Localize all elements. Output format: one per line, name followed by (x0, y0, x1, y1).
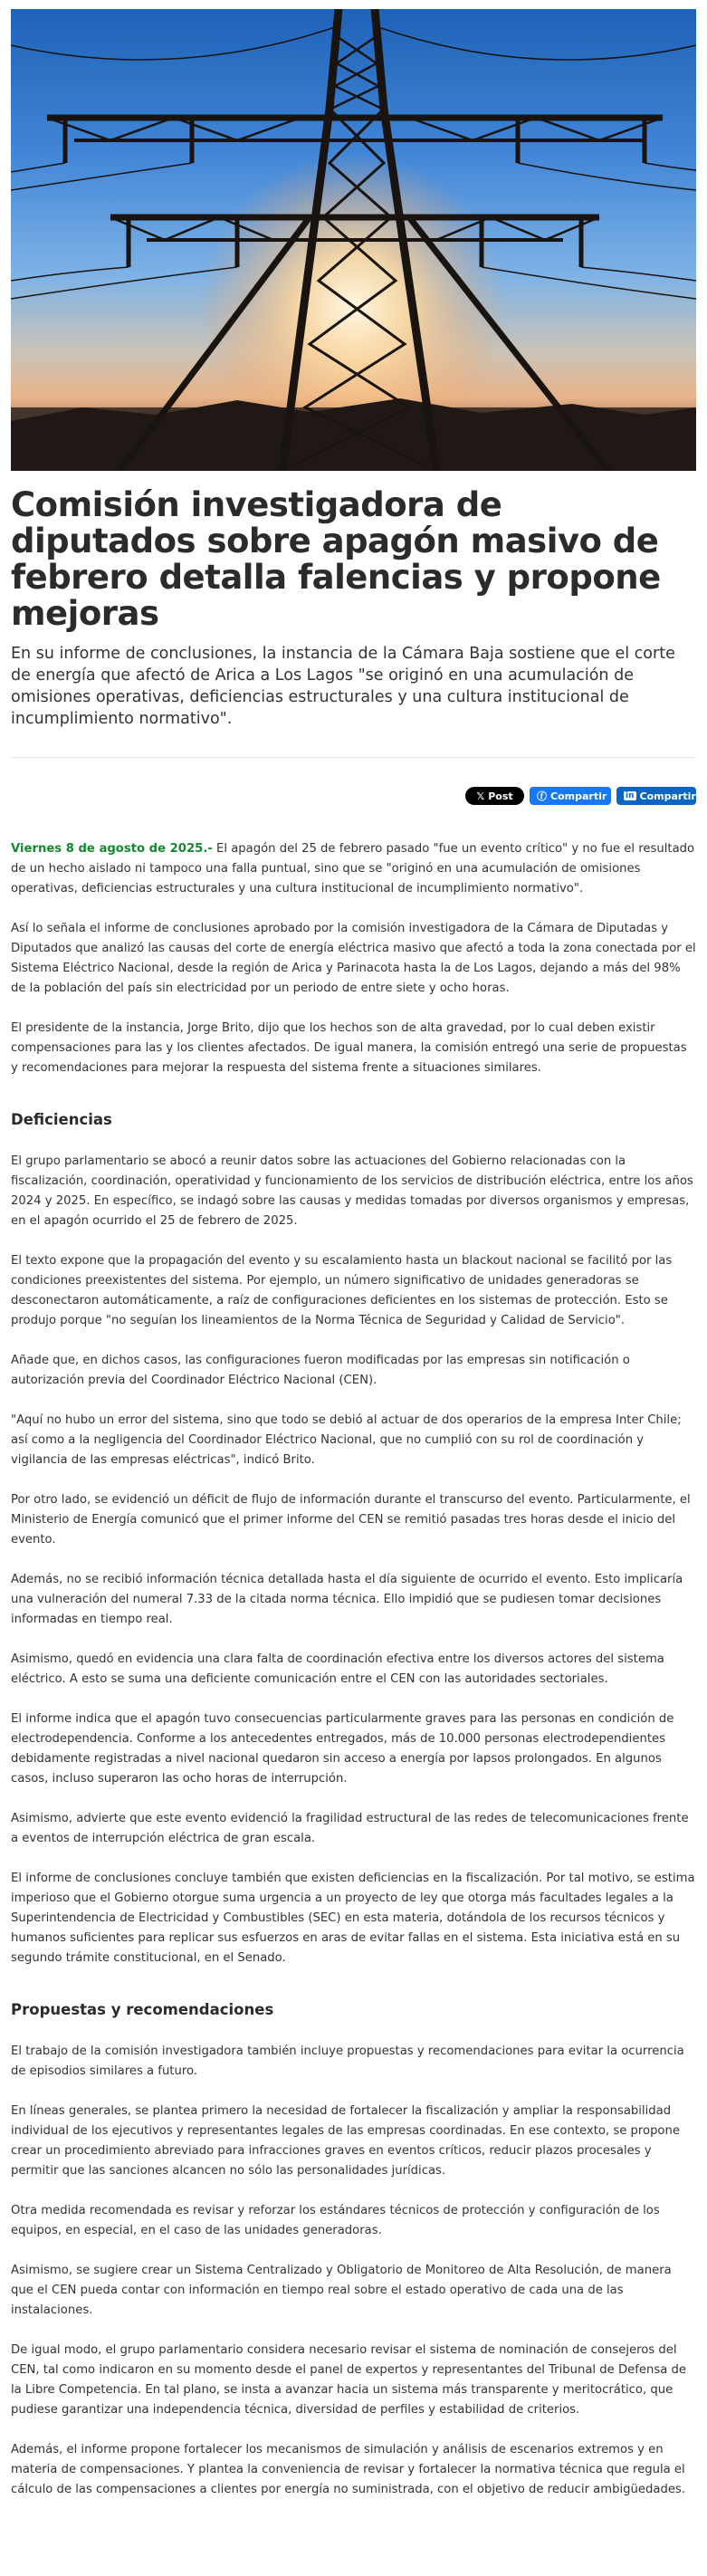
hero-image (11, 9, 696, 471)
article-paragraph: En líneas generales, se plantea primero la necesidad de fortalecer la fiscalización y ampliar la responsabilidad individual de los ejecutivos y representantes legales de las empresas coordinadas. En ese contexto, se propone crear un procedimiento abreviado para infracciones graves en eventos críticos, reducir plazos procesales y permitir que las sanciones alcancen no sólo las personalidades jurídicas. (11, 2104, 680, 2178)
article-paragraph: Asimismo, se sugiere crear un Sistema Centralizado y Obligatorio de Monitoreo de Alta Resolución, de manera que el CEN pueda contar con información en tiempo real sobre el estado operativo de cada una de las instalaciones. (11, 2264, 672, 2317)
article-paragraph: Por otro lado, se evidenció un déficit de flujo de información durante el transcurso del evento. Particularmente, el Ministerio de Energía comunicó que el primer informe del CEN se remitió pasadas tres horas desde el inicio del evento. (11, 1493, 691, 1547)
power-tower-illustration (11, 9, 696, 471)
article-title: Comisión investigadora de diputados sobre apagón masivo de febrero detalla falencias y propone mejoras (11, 485, 661, 633)
article-paragraph: El presidente de la instancia, Jorge Brito, dijo que los hechos son de alta gravedad, por lo cual deben existir compensaciones para las y los clientes afectados. De igual manera, la comisión entregó una serie de propuestas y recomendaciones para mejorar la respuesta del sistema frente a situaciones similares. (11, 1021, 687, 1075)
facebook-icon: ⓕ (537, 790, 547, 802)
share-linkedin-button[interactable] (616, 787, 696, 805)
article-paragraph: Además, el informe propone fortalecer los mecanismos de simulación y análisis de escenarios extremos y en materia de compensaciones. Y plantea la conveniencia de revisar y fortalecer la normativa técnica que regula el cálculo de las compensaciones a clientes por energía no suministrada, con el objetivo de reducir ambigüedades. (11, 2443, 685, 2496)
share-bar (11, 787, 696, 805)
linkedin-icon: in (626, 791, 635, 800)
article-paragraph: El grupo parlamentario se abocó a reunir datos sobre las actuaciones del Gobierno relacionadas con la fiscalización, coordinación, operatividad y funcionamiento de los servicios de distribución eléctrica, entre los años 2024 y 2025. En específico, se indagó sobre las causas y medidas tomadas por diversos organismos y empresas, en el apagón ocurrido el 25 de febrero de 2025. (11, 1154, 693, 1228)
article-intro: El apagón del 25 de febrero pasado "fue un evento crítico" y no fue el resultado de un hecho aislado ni tampoco una falla puntual, sino que se "originó en una acumulación de omisiones operativas, deficiencias estructurales y una cultura institucional de incumplimiento normativo". (11, 842, 695, 895)
article-paragraph: De igual modo, el grupo parlamentario considera necesario revisar el sistema de nominación de consejeros del CEN, tal como indicaron en su momento desde el panel de expertos y representantes del Tribunal de Defensa de la Libre Competencia. En tal plano, se insta a avanzar hacia un sistema más transparente y meritocrático, que pudiese garantizar una independencia técnica, diversidad de perfiles y estabilidad de criterios. (11, 2343, 686, 2417)
article-paragraph: El texto expone que la propagación del evento y su escalamiento hasta un blackout nacional se facilitó por las condiciones preexistentes del sistema. Por ejemplo, un número significativo de unidades generadoras se desconectaron automáticamente, a raíz de configuraciones deficientes en los sistemas de protección. Esto se produjo porque "no seguían los lineamientos de la Norma Técnica de Seguridad y Calidad de Servicio". (11, 1254, 673, 1327)
section-heading-propuestas: Propuestas y recomendaciones (11, 2001, 274, 2018)
article-paragraph: Añade que, en dichos casos, las configuraciones fueron modificadas por las empresas sin notificación o autorización previa del Coordinador Eléctrico Nacional (CEN). (11, 1354, 630, 1387)
article-paragraph: Otra medida recomendada es revisar y reforzar los estándares técnicos de protección y configuración de los equipos, en especial, en el caso de las unidades generadoras. (11, 2204, 660, 2237)
article-paragraph: Asimismo, advierte que este evento evidenció la fragilidad estructural de las redes de telecomunicaciones frente a eventos de interrupción eléctrica de gran escala. (11, 1812, 689, 1845)
article-paragraph: El trabajo de la comisión investigadora también incluye propuestas y recomendaciones para evitar la ocurrencia de episodios similares a futuro. (11, 2045, 684, 2078)
article-date: Viernes 8 de agosto de 2025.- (11, 842, 213, 856)
article-paragraph: El informe de conclusiones concluye también que existen deficiencias en la fiscalización. Por tal motivo, se estima imperioso que el Gobierno otorgue suma urgencia a un proyecto de ley que otorga más facultades legales a la Superintendencia de Electricidad y Combustibles (SEC) en esta materia, dotándola de los recursos técnicos y humanos suficientes para replicar sus esfuerzos en aras de evitar fallas en el sistema. Esta iniciativa está en su segundo trámite constitucional, en el Senado. (11, 1872, 695, 1965)
section-heading-deficiencias: Deficiencias (11, 1111, 112, 1128)
article-paragraph: "Aquí no hubo un error del sistema, sino que todo se debió al actuar de dos operarios de la empresa Inter Chile; así como a la negligencia del Coordinador Eléctrico Nacional, que no cumplió con su rol de coordinación y vigilancia de las empresas eléctricas", indicó Brito. (11, 1413, 682, 1467)
divider (11, 757, 696, 758)
share-x-button[interactable] (465, 787, 524, 805)
article-paragraph: El informe indica que el apagón tuvo consecuencias particularmente graves para las personas en condición de electrodependencia. Conforme a los antecedentes entregados, más de 10.000 personas electrodependientes debidamente registradas a nivel nacional quedaron sin acceso a energía por lapsos prolongados. En algunos casos, incluso superaron las ocho horas de interrupción. (11, 1712, 674, 1786)
share-facebook-label: Compartir (550, 790, 607, 802)
article-paragraph: Así lo señala el informe de conclusiones aprobado por la comisión investigadora de la Cámara de Diputadas y Diputados que analizó las causas del corte de energía eléctrica masivo que afectó a toda la zona conectada por el Sistema Eléctrico Nacional, desde la región de Arica y Parinacota hasta la de Los Lagos, dejando a más del 98% de la población del país sin electricidad por un periodo de entre siete y ocho horas. (11, 922, 696, 995)
x-logo-icon: 𝕏 (476, 790, 485, 802)
article-body (11, 839, 696, 2500)
share-facebook-button[interactable] (530, 787, 611, 805)
article-paragraph (11, 839, 696, 899)
article-lead: En su informe de conclusiones, la instancia de la Cámara Baja sostiene que el corte de energía que afectó de Arica a Los Lagos "se originó en una acumulación de omisiones operativas, deficiencias estructurales y una cultura institucional de incumplimiento normativo". (11, 645, 675, 728)
share-linkedin-label: Compartir (639, 790, 696, 802)
share-x-label: Post (488, 790, 513, 802)
article-paragraph: Asimismo, quedó en evidencia una clara falta de coordinación efectiva entre los diversos actores del sistema eléctrico. A esto se suma una deficiente comunicación entre el CEN con las autoridades sectoriales. (11, 1652, 664, 1686)
article-paragraph: Además, no se recibió información técnica detallada hasta el día siguiente de ocurrido el evento. Esto implicaría una vulneración del numeral 7.33 de la citada norma técnica. Ello impidió que se pudiesen tomar decisiones informadas en tiempo real. (11, 1573, 683, 1626)
